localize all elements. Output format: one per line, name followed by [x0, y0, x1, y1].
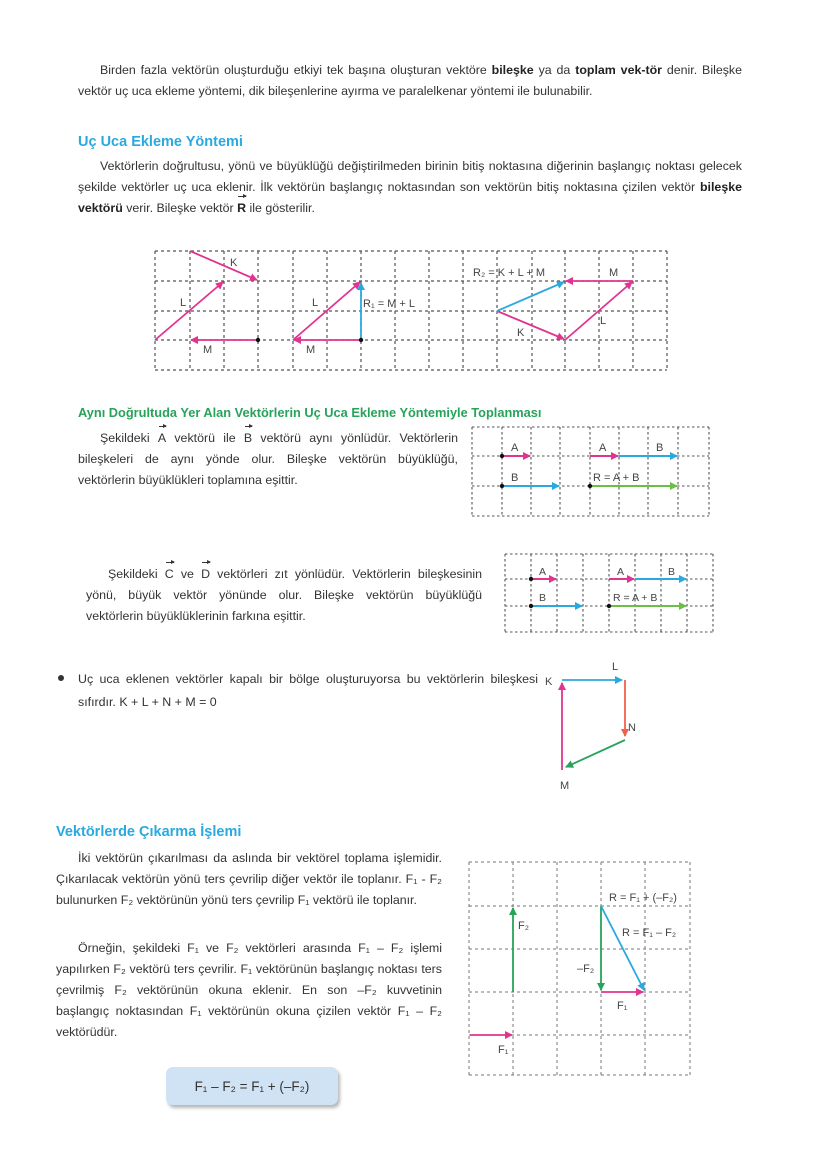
- intro-paragraph: [78, 60, 742, 102]
- figure-subtraction-grid: [464, 858, 720, 1080]
- same-direction-paragraph: [78, 428, 458, 491]
- body-text: Şekildeki: [108, 567, 165, 581]
- vector-r-difference: [601, 906, 644, 990]
- label-m-2: M: [306, 344, 316, 356]
- body-text: ve: [173, 567, 202, 581]
- figure-opposite-direction-grid: [502, 550, 716, 636]
- label-b-opp: B: [539, 592, 547, 604]
- label-l: L: [180, 297, 187, 309]
- vector-b-symbol: B: [244, 428, 252, 449]
- subtraction-paragraph-2: [56, 938, 442, 1043]
- label-l-2: L: [312, 297, 319, 309]
- label-m-3: M: [609, 267, 619, 279]
- figure-uc-uca-grid: [150, 244, 675, 376]
- heading-uc-uca-ekleme: Uç Uca Ekleme Yöntemi: [78, 134, 243, 150]
- label-neg-f2: –F₂: [577, 963, 595, 975]
- body-text: verir. Bileşke vektör: [122, 201, 238, 215]
- intro-text: ya da: [533, 63, 576, 77]
- subtraction-formula: F₁ – F₂ = F₁ + (–F₂): [194, 1078, 310, 1094]
- label-r-equation-1: R = F₁ + (–F₂): [609, 892, 677, 904]
- label-r1-equation: R₁ = M + L: [363, 298, 416, 310]
- term-bileske: bileşke: [491, 63, 534, 77]
- body-text: Vektörlerin doğrultusu, yönü ve büyüklüğü değiştirilmeden birinin bitiş noktasına diğerinin başlangıç noktası gelecek şekilde vektörler uç uca eklenir. İlk vektörün başlangıç noktasından son vektörün bitiş noktasına çizilen vektör: [78, 159, 742, 194]
- vector-m-loop: [566, 740, 625, 767]
- term-bileske-vektoru: bileşke vektörü: [78, 180, 742, 215]
- label-a-2: A: [599, 442, 607, 454]
- body-text: vektörü aynı yönlüdür. Vektörlerin bileşkeleri de aynı yönde olur. Bileşke vektörün büyüklüğü, vektörlerin büyüklükleri toplamına eşittir.: [78, 431, 459, 487]
- label-n-loop: N: [628, 722, 636, 734]
- heading-same-direction: Aynı Doğrultuda Yer Alan Vektörlerin Uç Uca Ekleme Yöntemiyle Toplanması: [78, 405, 542, 420]
- label-l-loop: L: [612, 661, 619, 673]
- heading-subtraction: Vektörlerde Çıkarma İşlemi: [56, 824, 242, 840]
- label-b-opp-2: B: [668, 566, 676, 578]
- label-r2-equation: R₂ = K + L + M: [473, 267, 546, 279]
- label-m-loop: M: [560, 780, 570, 792]
- vector-r2: [497, 282, 564, 311]
- uc-uca-paragraph: [78, 156, 742, 219]
- body-text: İki vektörün çıkarılması da aslında bir vektörel toplama işlemidir. Çıkarılacak vektörün yönü ters çevrilip diğer vektör ile toplanır. F₁ - F₂ bulunurken F₂ vektörünün yönü ters çevrilip F₁ vektörü ile toplanır.: [56, 851, 442, 907]
- label-r-equation: R = A + B: [593, 472, 640, 484]
- body-text: Örneğin, şekildeki F₁ ve F₂ vektörleri arasında F₁ – F₂ işlemi yapılırken F₂ vektörü ters çevrilir. F₁ vektörünün başlangıç noktası ters çevrilmiş F₂ vektörünün okuna eklenir. En son –F₂ kuvvetinin başlangıç noktasından F₁ vektörünün okuna çizilen vektör F₁ – F₂ vektörüdür.: [56, 941, 442, 1039]
- label-r-opp-equation: R = A + B: [613, 592, 658, 604]
- body-text: vektörleri zıt yönlüdür. Vektörlerin bileşkesinin yönü, büyük vektör yönünde olur. Bileşke vektörün büyüklüğü vektörlerin büyüklüklerinin farkına eşittir.: [86, 567, 482, 623]
- bullet-paragraph: [78, 668, 538, 714]
- subtraction-formula-box: [166, 1067, 338, 1105]
- intro-text: denir. Bileşke vektör uç uca ekleme yöntemi, dik bileşenlerine ayırma ve paralelkenar yöntemi ile bulunabilir.: [78, 63, 742, 98]
- vector-c-symbol: C: [165, 564, 174, 585]
- bullet-text: Uç uca eklenen vektörler kapalı bir bölge oluşturuyorsa bu vektörlerin bileşkesi sıfırdır.: [78, 672, 538, 709]
- closed-loop-equation: K + L + N + M = 0: [119, 695, 217, 709]
- figure-closed-loop: [540, 656, 650, 796]
- term-toplam-vektor: toplam vek-tör: [575, 63, 662, 77]
- body-text: Şekildeki: [100, 431, 158, 445]
- subtraction-paragraph-1: [56, 848, 442, 911]
- label-b: B: [511, 472, 519, 484]
- label-a: A: [511, 442, 519, 454]
- figure-same-direction-grid: [468, 424, 714, 520]
- label-l-3: L: [600, 315, 607, 327]
- vector-a-symbol: A: [158, 428, 166, 449]
- label-f1: F₁: [498, 1044, 509, 1056]
- label-a-opp: A: [539, 566, 547, 578]
- label-k-3: K: [517, 327, 525, 339]
- label-a-opp-2: A: [617, 566, 625, 578]
- label-r-equation-2: R = F₁ – F₂: [622, 927, 677, 939]
- vector-d-symbol: D: [201, 564, 210, 585]
- vector-k-3: [497, 311, 564, 339]
- bullet-dot: [58, 675, 64, 681]
- opposite-direction-paragraph: [86, 564, 482, 627]
- label-k: K: [230, 257, 238, 269]
- body-text: vektörü ile: [166, 431, 244, 445]
- label-b-2: B: [656, 442, 664, 454]
- label-f2: F₂: [518, 920, 529, 932]
- label-m: M: [203, 344, 213, 356]
- body-text: ile gösterilir.: [246, 201, 315, 215]
- vector-l: [155, 282, 223, 340]
- intro-text: Birden fazla vektörün oluşturduğu etkiyi tek başına oluşturan vektöre: [100, 63, 492, 77]
- vector-r-symbol: R: [237, 198, 246, 219]
- label-f1-shifted: F₁: [617, 1000, 628, 1012]
- label-k-loop: K: [545, 676, 553, 688]
